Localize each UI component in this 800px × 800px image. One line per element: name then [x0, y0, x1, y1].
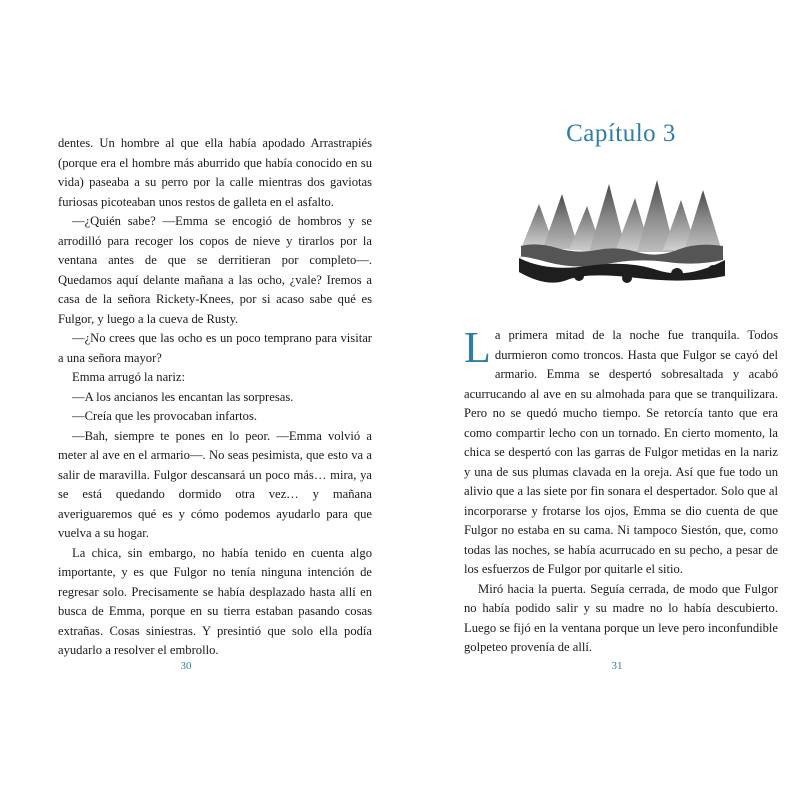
- paragraph: Emma arrugó la nariz:: [72, 370, 185, 384]
- paragraph: La chica, sin embargo, no había tenido en cuenta algo importante, y es que Fulgor no tenía ninguna intención de regresar solo. Precisamente se había desplazado hasta allí en busca de Emma, porque en su tierra estaban pasando cosas extrañas. Cosas siniestras. Y presintió que solo ella podía ayudarlo a resolver el embrollo.: [58, 545, 372, 657]
- page-number-left: 30: [180, 660, 192, 672]
- paragraph-text: a primera mitad de la noche fue tranquila. Todos durmieron como troncos. Hasta que Fulgor se cayó del armario. Emma se despertó sobresaltada y acabó acurrucando al ave en su almohada para que se tranquilizara. Pero no se quedó mucho tiempo. Se retorcía tanto que era como compartir lecho con un tornado. En cierto momento, la chica se despertó con las garras de Fulgor metidas en la nariz y una de sus plumas clavada en la oreja. Así que fue todo un alivio que a las siete por fin sonara el despertador. Solo que al incorporarse y frotarse los ojos, Emma se dio cuenta de que Fulgor no estaba en su cama. Ni tampoco Siestón, que, como todas las noches, se había acurrucado en su pecho, a pesar de los esfuerzos de Fulgor por quitarle el sitio.: [464, 328, 778, 576]
- right-page-body: [464, 323, 778, 658]
- paragraph: —¿Quién sabe? —Emma se encogió de hombros y se arrodilló para recoger los copos de nieve y tirarlos por la ventana antes de que se derritieran por completo—. Quedamos aquí delante mañana a las ocho, ¿vale? Iremos a casa de la señora Rickety-Knees, por si acaso sabe qué es Fulgor, y luego a la cueva de Rusty.: [58, 214, 372, 326]
- page-number-right: 31: [611, 660, 623, 672]
- paragraph: dentes. Un hombre al que ella había apodado Arrastrapiés (porque era el hombre más aburrido que había conocido en su vida) paseaba a su perro por la calle mientras dos gaviotas furiosas picoteaban unos restos de galleta en el asfalto.: [58, 136, 372, 209]
- paragraph: Miró hacia la puerta. Seguía cerrada, de modo que Fulgor no había podido salir y su madre no lo había descubierto. Luego se fijó en la ventana porque un leve pero inconfundible golpeteo provenía de allí.: [464, 581, 778, 654]
- drop-cap: L: [464, 323, 491, 372]
- paragraph: —A los ancianos les encantan las sorpresas.: [72, 389, 294, 404]
- paragraph: —Bah, siempre te pones en lo peor. —Emma volvió a meter al ave en el armario—. No seas pesimista, que esto va a salir de maravilla. Fulgor descansará un poco más… mira, ya se está quedando dormido otra vez… y mañana averiguaremos qué es y cómo podemos ayudarlo para que vuelva a su hogar.: [58, 428, 372, 540]
- paragraph: [464, 323, 778, 580]
- paragraph: —Creía que les provocaban infartos.: [72, 409, 257, 423]
- chapter-title: Capítulo 3: [566, 120, 676, 147]
- paragraph: —¿No crees que las ocho es un poco temprano para visitar a una señora mayor?: [58, 331, 372, 365]
- chapter-illustration: [517, 176, 727, 286]
- left-page-body: [58, 134, 372, 661]
- right-page: [400, 0, 800, 800]
